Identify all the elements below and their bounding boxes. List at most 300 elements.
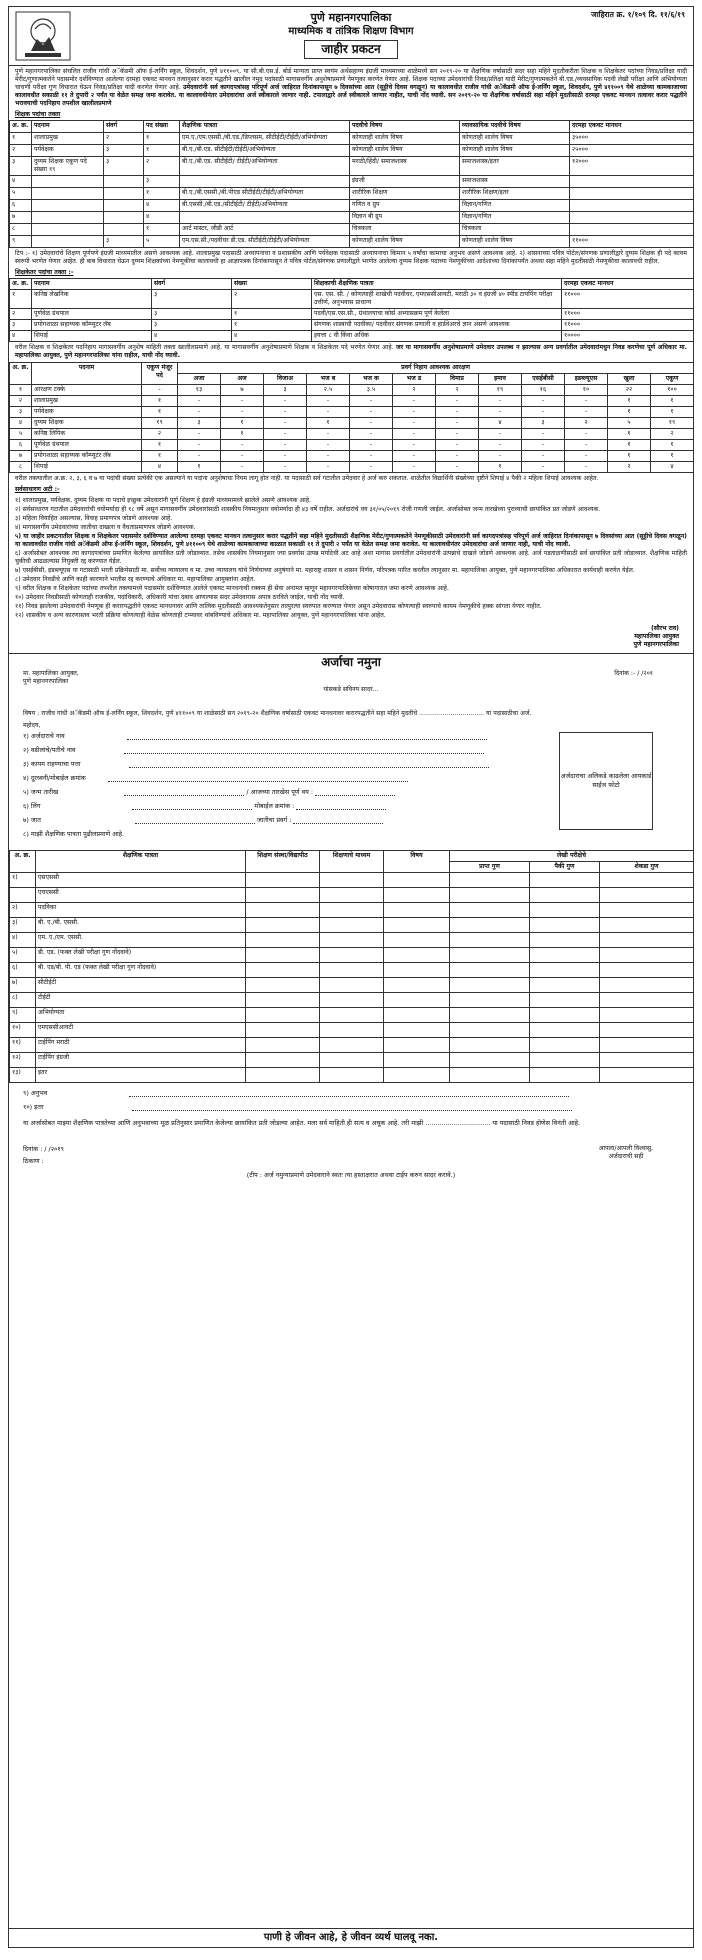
edu-input-cell[interactable] bbox=[530, 1038, 600, 1053]
table-cell: - bbox=[393, 462, 436, 473]
edu-input-cell[interactable] bbox=[246, 933, 320, 948]
table-cell: ४ bbox=[10, 331, 32, 342]
edu-input-cell[interactable] bbox=[384, 1038, 450, 1053]
edu-qual-cell: इतर bbox=[36, 1068, 246, 1083]
table-cell: १ bbox=[144, 133, 180, 145]
table-row bbox=[10, 429, 694, 440]
edu-input-cell[interactable] bbox=[320, 873, 384, 888]
table-cell: - bbox=[522, 429, 565, 440]
edu-sr-cell: २) bbox=[10, 903, 36, 918]
table-cell: १०० bbox=[651, 385, 694, 396]
field-category-label: जातीचा प्रवर्ग : bbox=[256, 816, 292, 824]
table-cell: ६ bbox=[10, 440, 32, 451]
edu-qual-cell: एचएससी bbox=[36, 888, 246, 903]
field-mobile-line[interactable] bbox=[296, 803, 386, 810]
table-cell: समाजशास्त्र/इतर bbox=[460, 157, 570, 176]
signatory-org: पुणे महानगरपालिका bbox=[633, 641, 679, 648]
dept-name: माध्यमिक व तांत्रिक शिक्षण विभाग bbox=[288, 26, 414, 37]
table-cell: पूर्णवेळ ग्रंथपाल bbox=[32, 440, 142, 451]
table-row bbox=[10, 918, 694, 933]
table-cell: ११००० bbox=[562, 290, 694, 309]
table-cell: - bbox=[350, 462, 393, 473]
reservation-intro-text: वरील शिक्षक व शिक्षकेतर पदनिहाय मागासवर्गीय अनुशेष माहिती तक्ता खालीलप्रमाणे आहे. या मागासवर्गीय अनुशेषाप्रमाणे शिक्षक व शिक्षकेतर पदे भरणेत येणार आहे. bbox=[15, 344, 394, 351]
edu-input-cell[interactable] bbox=[450, 888, 530, 903]
edu-input-cell[interactable] bbox=[600, 1068, 694, 1083]
table-row bbox=[10, 1038, 694, 1053]
table-cell: - bbox=[479, 429, 522, 440]
edu-input-cell[interactable] bbox=[600, 978, 694, 993]
applicant-sign-block bbox=[599, 1145, 653, 1161]
edu-input-cell[interactable] bbox=[530, 888, 600, 903]
edu-qual-cell: सीटीईटी bbox=[36, 978, 246, 993]
reservation-category-header: खुला bbox=[608, 374, 651, 385]
table-cell: १ bbox=[10, 385, 32, 396]
edu-qual-cell: डी. एड. (फक्त लेखी परीक्षा गुण नोंदवावे) bbox=[36, 948, 246, 963]
table-cell: २ bbox=[436, 385, 479, 396]
edu-input-cell[interactable] bbox=[600, 873, 694, 888]
table-cell: २ bbox=[393, 385, 436, 396]
table-cell: ४ bbox=[152, 331, 232, 342]
table-cell: ५ bbox=[608, 418, 651, 429]
form-to-1: मा. महापालिका आयुक्त, bbox=[23, 670, 79, 677]
table-cell: - bbox=[178, 451, 221, 462]
edu-input-cell[interactable] bbox=[246, 918, 320, 933]
edu-input-cell[interactable] bbox=[450, 993, 530, 1008]
edu-input-cell[interactable] bbox=[384, 1053, 450, 1068]
table-cell: ३ bbox=[10, 157, 32, 176]
edu-sr-cell: ३) bbox=[10, 918, 36, 933]
edu-h-pct: शेकडा गुण bbox=[600, 862, 694, 873]
edu-input-cell[interactable] bbox=[320, 978, 384, 993]
edu-input-cell[interactable] bbox=[530, 1008, 600, 1023]
conditions-label: सर्वसाधारण अटी :- bbox=[15, 486, 60, 493]
edu-input-cell[interactable] bbox=[320, 993, 384, 1008]
nonteach-table-header-row bbox=[10, 279, 694, 290]
edu-input-cell[interactable] bbox=[246, 1068, 320, 1083]
edu-input-cell[interactable] bbox=[600, 903, 694, 918]
edu-input-cell[interactable] bbox=[384, 1023, 450, 1038]
edu-input-cell[interactable] bbox=[246, 948, 320, 963]
edu-input-cell[interactable] bbox=[320, 948, 384, 963]
table-cell: २ bbox=[651, 429, 694, 440]
table-row bbox=[10, 451, 694, 462]
table-cell: कोणताही शालेय विषय bbox=[350, 236, 460, 248]
edu-input-cell[interactable] bbox=[246, 1023, 320, 1038]
table-cell: - bbox=[393, 418, 436, 429]
field-address-label: ३) कायम राहण्याचा पत्ता bbox=[23, 760, 81, 768]
reservation-category-header: विजाअ bbox=[264, 374, 307, 385]
table-cell bbox=[104, 212, 144, 224]
table-cell: पर्यवेक्षक bbox=[32, 407, 142, 418]
condition-item: ४) मागासवर्गीय उमेदवारांच्या जातीचा दाखला व वैधताप्रमाणपत्र जोडणे आवश्यक. bbox=[15, 524, 196, 531]
edu-input-cell[interactable] bbox=[246, 1053, 320, 1068]
edu-h-board: शिक्षण संस्था/विद्यापीठ bbox=[246, 851, 320, 873]
table-cell: - bbox=[479, 440, 522, 451]
field-phone[interactable] bbox=[23, 774, 408, 782]
reservation-table-body bbox=[10, 385, 694, 473]
edu-input-cell[interactable] bbox=[320, 963, 384, 978]
edu-input-cell[interactable] bbox=[384, 903, 450, 918]
nonteach-col-header: संख्या bbox=[232, 279, 312, 290]
edu-input-cell[interactable] bbox=[246, 888, 320, 903]
teacher-col-header: पदवीचे विषय bbox=[350, 121, 460, 133]
edu-input-cell[interactable] bbox=[600, 918, 694, 933]
condition-item: ६) अर्जासोबत आवश्यक त्या कागदपत्रांच्या प्रमाणित केलेल्या छायांकित प्रती जोडाव्यात. तसेच शासकीय नियमानुसार ज्या प्रवर्गास उत्पन्न मर्यादेची अट आहे अशा मागास प्रवर्गातील उमेदवारांनी उत्पन्नाचे दाखले जोडणे आवश्यक आहे. अर्ज पडताळणीसाठी सर्व छायांकित प्रती जोडाव्यात. शैक्षणिक माहिती चुकीची आढळल्यास नियुक्ती रद्द करण्यात येईल. bbox=[15, 550, 687, 565]
edu-input-cell[interactable] bbox=[384, 918, 450, 933]
table-cell: १ bbox=[178, 462, 221, 473]
edu-input-cell[interactable] bbox=[600, 993, 694, 1008]
table-cell: २ bbox=[104, 133, 144, 145]
table-cell: एस. एस. सी. / कोणत्याही शाखेची पदवीधर, एमएससीआयटी, मराठी ३० व इंग्रजी ४० स्पीड टायपिंग परीक्षा उत्तीर्ण, अनुभवास प्राधान्य bbox=[312, 290, 562, 309]
table-cell: १ bbox=[10, 290, 32, 309]
table-cell: ३ bbox=[10, 320, 32, 331]
table-cell: ३ bbox=[144, 176, 180, 188]
field-address-line[interactable] bbox=[129, 761, 489, 768]
edu-input-cell[interactable] bbox=[320, 888, 384, 903]
edu-h-sr: अ. क्र. bbox=[10, 851, 36, 873]
table-cell: - bbox=[522, 396, 565, 407]
field-name-line[interactable] bbox=[127, 733, 487, 740]
condition-item: २) सर्वसाधारण गटातील उमेदवारांची वयोमर्यादा ही १८ वर्षे असून मागासवर्गीय उमेदवारांसाठी शासकीय नियमानुसार वयोमर्यादा ही ४३ वर्षे राहील. अर्जदारांचे वय ३१/०५/२०१९ रोजी गणली जाईल. अर्जासोबत जन्म तारखेच्या पुराव्याची छायांकित प्रत जोडणे आवश्यक. bbox=[15, 506, 601, 513]
table-cell: आरक्षण टक्के bbox=[32, 385, 142, 396]
table-cell: - bbox=[264, 407, 307, 418]
table-cell bbox=[32, 200, 104, 212]
table-cell: शिपाई bbox=[32, 462, 142, 473]
photo-box[interactable]: अर्जदाराचा अलिकडे काढलेला आयकार्ड साईज फोटो bbox=[559, 732, 653, 830]
reservation-category-header: अजा bbox=[178, 374, 221, 385]
table-cell: - bbox=[178, 440, 221, 451]
res-h-post: पदनाम bbox=[32, 363, 142, 385]
edu-input-cell[interactable] bbox=[384, 1068, 450, 1083]
table-cell: एम.ए./एम.एससी./बी.एड./डिप्लसम, सीटीईटी/टीईटी/अभियोग्यता bbox=[180, 133, 350, 145]
table-cell: ७ bbox=[10, 212, 32, 224]
table-cell: १ bbox=[144, 224, 180, 236]
table-row bbox=[10, 933, 694, 948]
edu-sr-cell bbox=[10, 888, 36, 903]
table-cell bbox=[570, 212, 694, 224]
table-row bbox=[10, 145, 694, 157]
table-row bbox=[10, 224, 694, 236]
edu-input-cell[interactable] bbox=[530, 903, 600, 918]
table-row bbox=[10, 290, 694, 309]
field-other-line[interactable] bbox=[132, 1104, 572, 1111]
edu-input-cell[interactable] bbox=[246, 1038, 320, 1053]
edu-input-cell[interactable] bbox=[530, 978, 600, 993]
edu-input-cell[interactable] bbox=[450, 1053, 530, 1068]
table-cell bbox=[570, 188, 694, 200]
edu-input-cell[interactable] bbox=[600, 1008, 694, 1023]
table-cell: १९ bbox=[142, 418, 178, 429]
table-cell: - bbox=[565, 407, 608, 418]
edu-input-cell[interactable] bbox=[450, 1068, 530, 1083]
edu-h-medium: शिक्षणाचे माध्यम bbox=[320, 851, 384, 873]
field-name[interactable] bbox=[23, 732, 487, 740]
signatory-title: महापालिका आयुक्त bbox=[634, 633, 679, 640]
table-cell: - bbox=[565, 396, 608, 407]
table-cell bbox=[180, 176, 350, 188]
table-cell: - bbox=[393, 440, 436, 451]
table-cell: १ bbox=[142, 451, 178, 462]
edu-sr-cell: ९) bbox=[10, 1008, 36, 1023]
field-phone-label: ४) दूरध्वनी/मोबाईल क्रमांक bbox=[23, 774, 86, 782]
field-dob[interactable] bbox=[23, 788, 395, 796]
field-age-line[interactable] bbox=[315, 789, 395, 796]
table-cell: बी.ए./बी.एड. सीटीईटी/टीईटी/अभियोग्यता bbox=[180, 145, 350, 157]
condition-item: १०) उमेदवार निवडीसाठी कोणताही राजकीय, पदाधिकारी, अधिकारी यांचा दबाव आणल्यास सदर उमेदवारास अपात्र ठरविले जाईल, याची नोंद घ्यावी. bbox=[15, 594, 345, 601]
sign-place: ठिकाण : bbox=[23, 1157, 44, 1165]
table-cell: २ bbox=[232, 290, 312, 309]
edu-input-cell[interactable] bbox=[600, 1023, 694, 1038]
edu-input-cell[interactable] bbox=[600, 933, 694, 948]
edu-input-cell[interactable] bbox=[384, 1008, 450, 1023]
reservation-category-header: इमाव bbox=[479, 374, 522, 385]
table-row bbox=[10, 903, 694, 918]
table-cell: १ bbox=[307, 418, 350, 429]
table-cell: २ bbox=[10, 145, 32, 157]
table-row bbox=[10, 309, 694, 320]
edu-input-cell[interactable] bbox=[384, 963, 450, 978]
header bbox=[9, 7, 693, 66]
intro-paragraph bbox=[9, 66, 693, 110]
table-cell: ३.५ bbox=[350, 385, 393, 396]
table-cell: १९ bbox=[651, 418, 694, 429]
yours-faithfully: आपला/आपली विश्वासु, bbox=[598, 1145, 653, 1152]
edu-input-cell[interactable] bbox=[320, 933, 384, 948]
edu-input-cell[interactable] bbox=[320, 903, 384, 918]
edu-input-cell[interactable] bbox=[450, 918, 530, 933]
field-dob-line[interactable] bbox=[124, 789, 244, 796]
teacher-posts-table bbox=[9, 120, 694, 248]
table-cell: बी.ए./बी.एड. सीटीईटी/ टीईटी/अभियोग्यता bbox=[180, 157, 350, 176]
field-gender-label: ६) लिंग bbox=[23, 802, 41, 810]
edu-input-cell[interactable] bbox=[530, 1068, 600, 1083]
edu-input-cell[interactable] bbox=[450, 1023, 530, 1038]
table-row bbox=[10, 978, 694, 993]
field-experience[interactable] bbox=[23, 1089, 569, 1097]
table-cell: १ bbox=[479, 462, 522, 473]
table-cell: ३ bbox=[152, 290, 232, 309]
edu-input-cell[interactable] bbox=[320, 1053, 384, 1068]
advertisement-number: जाहिरात क्र. १/१०९ दि. ११/६/१९ bbox=[591, 10, 685, 19]
edu-input-cell[interactable] bbox=[320, 918, 384, 933]
table-cell: - bbox=[350, 440, 393, 451]
edu-input-cell[interactable] bbox=[530, 1023, 600, 1038]
edu-input-cell[interactable] bbox=[530, 1053, 600, 1068]
edu-h-subject: विषय bbox=[384, 851, 450, 873]
condition-item: १) शालाप्रमुख, पर्यवेक्षक, दुय्यम शिक्षक या पदाचे इच्छुक उमेदवारांनी पूर्ण शिक्षण हे इंग्रजी माध्यमामध्ये झालेले असणे आवश्यक आहे. bbox=[15, 497, 311, 504]
edu-input-cell[interactable] bbox=[384, 888, 450, 903]
edu-input-cell[interactable] bbox=[246, 978, 320, 993]
field-gender-line[interactable] bbox=[132, 803, 252, 810]
edu-h-exam: लेखी परीक्षेचे bbox=[450, 851, 694, 862]
table-cell: - bbox=[307, 451, 350, 462]
table-cell: २ bbox=[565, 418, 608, 429]
table-cell: - bbox=[307, 407, 350, 418]
edu-input-cell[interactable] bbox=[600, 1053, 694, 1068]
nonteaching-posts-table bbox=[9, 278, 694, 342]
table-cell: - bbox=[307, 440, 350, 451]
form-greeting: यांसकडे सविनय सादर... bbox=[323, 686, 379, 693]
edu-input-cell[interactable] bbox=[320, 1008, 384, 1023]
edu-input-cell[interactable] bbox=[450, 948, 530, 963]
edu-input-cell[interactable] bbox=[450, 933, 530, 948]
edu-input-cell[interactable] bbox=[320, 1068, 384, 1083]
edu-qual-cell: टाईपिंग इंग्रजी bbox=[36, 1053, 246, 1068]
edu-input-cell[interactable] bbox=[530, 948, 600, 963]
edu-qual-cell: पदविका bbox=[36, 903, 246, 918]
table-cell: २.५ bbox=[307, 385, 350, 396]
table-cell: - bbox=[350, 407, 393, 418]
nonteach-col-header: शिक्षकाची शैक्षणिक पात्रता bbox=[312, 279, 562, 290]
edu-input-cell[interactable] bbox=[384, 978, 450, 993]
table-cell: - bbox=[393, 429, 436, 440]
form-address bbox=[9, 670, 693, 708]
edu-input-cell[interactable] bbox=[600, 948, 694, 963]
table-cell: इयत्ता ८ वी किंवा अधिक bbox=[312, 331, 562, 342]
table-cell: ४ bbox=[10, 176, 32, 188]
table-cell: - bbox=[522, 451, 565, 462]
table-cell: - bbox=[264, 440, 307, 451]
table-cell: - bbox=[178, 407, 221, 418]
edu-input-cell[interactable] bbox=[450, 963, 530, 978]
org-name: पुणे महानगरपालिका bbox=[310, 11, 392, 24]
table-row bbox=[10, 1068, 694, 1083]
edu-sr-cell: ८) bbox=[10, 993, 36, 1008]
table-cell: १ bbox=[142, 407, 178, 418]
field-caste[interactable] bbox=[23, 816, 383, 824]
table-cell: विज्ञान/गणित bbox=[460, 200, 570, 212]
field-name-label: १) अर्जदाराचे नाव bbox=[23, 732, 65, 740]
edu-input-cell[interactable] bbox=[450, 1008, 530, 1023]
table-row bbox=[10, 200, 694, 212]
edu-input-cell[interactable] bbox=[246, 1008, 320, 1023]
field-exp-line[interactable] bbox=[129, 1090, 569, 1097]
teacher-col-header: पदनाम bbox=[32, 121, 104, 133]
field-gender[interactable] bbox=[23, 802, 386, 810]
edu-input-cell[interactable] bbox=[384, 873, 450, 888]
nonteach-table-body bbox=[10, 290, 694, 342]
table-cell: मराठी/हिंदी/ समाजशास्त्र bbox=[350, 157, 460, 176]
table-cell: - bbox=[221, 440, 264, 451]
table-row bbox=[10, 418, 694, 429]
edu-input-cell[interactable] bbox=[450, 903, 530, 918]
table-row bbox=[10, 1053, 694, 1068]
reservation-category-header: भज क bbox=[350, 374, 393, 385]
edu-input-cell[interactable] bbox=[600, 1038, 694, 1053]
field-category-line[interactable] bbox=[293, 817, 383, 824]
condition-item: ८) उमेदवार निवडीचे आणि काही कारणाने भरतीस रद्द करण्याचे अधिकार मा. महापालिका आयुक्तांना आहेत. bbox=[15, 576, 256, 583]
table-cell: १ bbox=[142, 440, 178, 451]
table-cell: - bbox=[436, 418, 479, 429]
table-cell bbox=[570, 224, 694, 236]
intro-text: पुणे महानगरपालिका संचलित राजीव गांधी अॅकॅडमी ऑफ ई-लर्निंग स्कूल, शिवदर्शन, पुणे ४११००९, या सी.बी.एस.ई. बोर्ड मान्यता प्राप्त स्वयंम अर्थसहाय्य इंग्रजी माध्यमाच्या शाळेमध्ये सन २०१९-२० या शैक्षणिक वर्षासाठी सदर सहा महिने मुदतीकरीता शिक्षक व शिक्षकेतर पदांच्या निवड/प्रतिक्षा यादी मेरीट/गुणात्मकतेने पदासमोर दर्शविण्यात आलेल्या दरमहा एकवट मानधन तत्वानुसार करार पद्धतीने खालील नमुद पदांसाठी मागासवर्गीय अनुशेषाप्रमाणे नेमणूका करणेत येणार आहे. शिक्षक पदाच्या उमेदवारांची निवड/प्रतिक्षा यादी मेरीट/गुणात्मकतेने बी.एड./व्यवसायिक पदवी लेखी परीक्षा आणि अभियोग्यता चाचणी परीक्षा गुण विचारात घेऊन निवड/प्रतिक्षा यादी करणेत येणार आहे. bbox=[15, 68, 687, 91]
table-cell: - bbox=[221, 407, 264, 418]
table-cell: - bbox=[350, 418, 393, 429]
table-row bbox=[10, 963, 694, 978]
reservation-intro bbox=[9, 342, 693, 362]
table-cell: २५००० bbox=[570, 145, 694, 157]
edu-input-cell[interactable] bbox=[384, 948, 450, 963]
reservation-category-header: एकूण bbox=[651, 374, 694, 385]
table-cell: २ bbox=[608, 462, 651, 473]
edu-input-cell[interactable] bbox=[320, 1023, 384, 1038]
table-cell: - bbox=[565, 451, 608, 462]
edu-input-cell[interactable] bbox=[530, 963, 600, 978]
reservation-header-row-1 bbox=[10, 363, 694, 374]
field-father-name[interactable] bbox=[23, 746, 484, 754]
table-cell: ४ bbox=[232, 331, 312, 342]
table-cell bbox=[104, 188, 144, 200]
table-cell: - bbox=[479, 396, 522, 407]
table-row bbox=[10, 888, 694, 903]
table-cell: १२००० bbox=[570, 157, 694, 176]
nonteach-col-header: दरमहा एकवट मानधन bbox=[562, 279, 694, 290]
table-cell: ५ bbox=[10, 188, 32, 200]
reservation-category-header: अज bbox=[221, 374, 264, 385]
edu-input-cell[interactable] bbox=[450, 978, 530, 993]
table-cell: - bbox=[264, 462, 307, 473]
table-cell: ४ bbox=[479, 418, 522, 429]
table-cell: पूर्णवेळ ग्रंथपाल bbox=[32, 309, 152, 320]
edu-input-cell[interactable] bbox=[246, 993, 320, 1008]
field-father-line[interactable] bbox=[124, 747, 484, 754]
edu-h-got: प्राप्त गुण bbox=[450, 862, 530, 873]
field-caste-line[interactable] bbox=[135, 817, 255, 824]
edu-input-cell[interactable] bbox=[246, 873, 320, 888]
edu-input-cell[interactable] bbox=[450, 873, 530, 888]
edu-input-cell[interactable] bbox=[320, 1038, 384, 1053]
table-row bbox=[10, 407, 694, 418]
table-cell: - bbox=[307, 429, 350, 440]
field-address[interactable] bbox=[23, 760, 489, 768]
table-row bbox=[10, 993, 694, 1008]
reservation-category-header: भज ब bbox=[307, 374, 350, 385]
edu-input-cell[interactable] bbox=[450, 1038, 530, 1053]
table-cell: - bbox=[264, 429, 307, 440]
edu-input-cell[interactable] bbox=[384, 993, 450, 1008]
edu-input-cell[interactable] bbox=[530, 873, 600, 888]
edu-input-cell[interactable] bbox=[600, 888, 694, 903]
edu-input-cell[interactable] bbox=[246, 963, 320, 978]
edu-sr-cell: १३) bbox=[10, 1068, 36, 1083]
table-cell: इंग्रजी bbox=[350, 176, 460, 188]
edu-input-cell[interactable] bbox=[600, 963, 694, 978]
table-cell: पर्यवेक्षक bbox=[32, 145, 104, 157]
table-cell bbox=[180, 212, 350, 224]
table-cell: - bbox=[178, 429, 221, 440]
table-cell: १ bbox=[651, 407, 694, 418]
field-phone-line[interactable] bbox=[108, 775, 408, 782]
edu-input-cell[interactable] bbox=[246, 903, 320, 918]
table-cell: ३ bbox=[10, 407, 32, 418]
nonteach-col-header: संवर्ग bbox=[152, 279, 232, 290]
edu-input-cell[interactable] bbox=[530, 933, 600, 948]
condition-item: ३) महिला विवाहित असल्यास, विवाह प्रमाणपत्र जोडणे आवश्यक आहे. bbox=[15, 515, 173, 522]
field-education-intro: ८) माझी शैक्षणिक पात्रता पुढीलप्रमाणे आहे. bbox=[23, 830, 125, 838]
table-cell: कोणताही शालेय विषय bbox=[460, 133, 570, 145]
table-row bbox=[10, 212, 694, 224]
table-cell bbox=[104, 224, 144, 236]
table-row bbox=[10, 188, 694, 200]
table-cell: - bbox=[264, 451, 307, 462]
teacher-col-header: पद संख्या bbox=[144, 121, 180, 133]
edu-input-cell[interactable] bbox=[530, 993, 600, 1008]
reservation-intro-bold: जर या मागासवर्गीय अनुशेषाप्रमाणे उमेदवार उपलब्ध न झाल्यास अन्य प्रवर्गातील उमेदवारांमधुन निवड करणेचा पूर्ण अधिकार मा. महापालिका आयुक्त, पुणे महानगरपालिका यांना राहील, याची नोंद घ्यावी. bbox=[15, 344, 687, 359]
table-cell: - bbox=[221, 462, 264, 473]
edu-input-cell[interactable] bbox=[530, 918, 600, 933]
edu-input-cell[interactable] bbox=[384, 933, 450, 948]
field-other[interactable] bbox=[23, 1103, 572, 1111]
